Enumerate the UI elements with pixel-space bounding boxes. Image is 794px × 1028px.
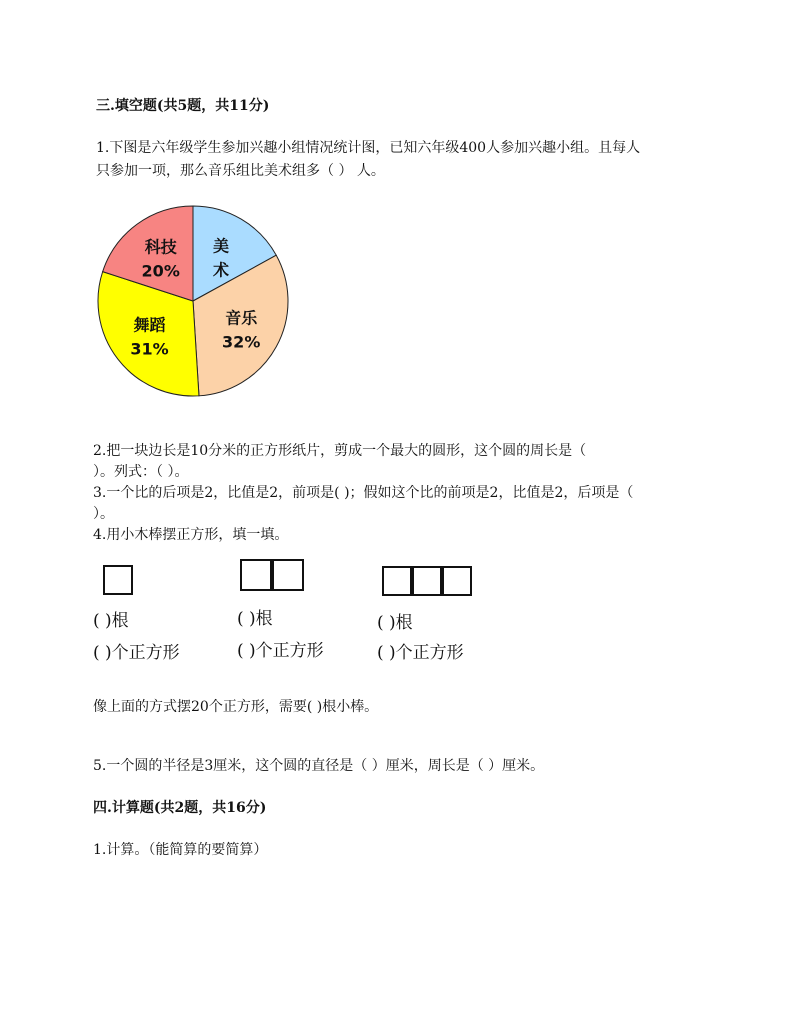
question-2-line-2: ）。列式：（ ）。: [93, 464, 189, 480]
group-2-squares-blank: ( )个正方形: [237, 641, 324, 661]
interest-group-pie-chart: [96, 204, 290, 398]
pie-slice-label-1: 音乐: [225, 308, 258, 328]
group-2-sticks-blank: ( )根: [237, 609, 273, 629]
group-1-squares-blank: ( )个正方形: [93, 643, 180, 663]
question-1-line-1: 1.下图是六年级学生参加兴趣小组情况统计图，已知六年级400人参加兴趣小组。且每人: [96, 140, 641, 156]
section-4-title: 四.计算题(共2题，共16分): [93, 800, 267, 816]
pie-slice-label-0-line-2: 术: [212, 260, 230, 280]
pie-slice-percent-1: 32%: [222, 332, 261, 352]
pie-slice-percent-3: 20%: [141, 261, 180, 281]
pie-slice-label-2: 舞蹈: [133, 315, 166, 335]
question-4-followup: 像上面的方式摆20个正方形，需要( )根小棒。: [93, 699, 379, 715]
question-2-line-1: 2.把一块边长是10分米的正方形纸片，剪成一个最大的圆形，这个圆的周长是（: [93, 443, 587, 459]
calculation-1-instruction: 1.计算。（能简算的要简算）: [93, 842, 268, 858]
question-3-line-1: 3.一个比的后项是2，比值是2，前项是( )；假如这个比的前项是2，比值是2，后项是（: [93, 485, 634, 501]
question-5: 5.一个圆的半径是3厘米，这个圆的直径是（ ）厘米，周长是（ ）厘米。: [93, 758, 545, 774]
group-3-squares-blank: ( )个正方形: [377, 643, 464, 663]
pie-slice-label-0: 美: [212, 236, 230, 256]
group-3-sticks-blank: ( )根: [377, 613, 413, 633]
pie-slice-percent-2: 31%: [130, 339, 169, 359]
question-4-title: 4.用小木棒摆正方形，填一填。: [93, 527, 289, 543]
group-1-sticks-blank: ( )根: [93, 611, 129, 631]
question-1-line-2: 只参加一项，那么音乐组比美术组多（ ） 人。: [96, 163, 385, 179]
pie-slice-label-3: 科技: [144, 237, 177, 257]
question-3-line-2: ）。: [93, 506, 114, 522]
section-3-title: 三.填空题(共5题，共11分): [96, 98, 270, 114]
